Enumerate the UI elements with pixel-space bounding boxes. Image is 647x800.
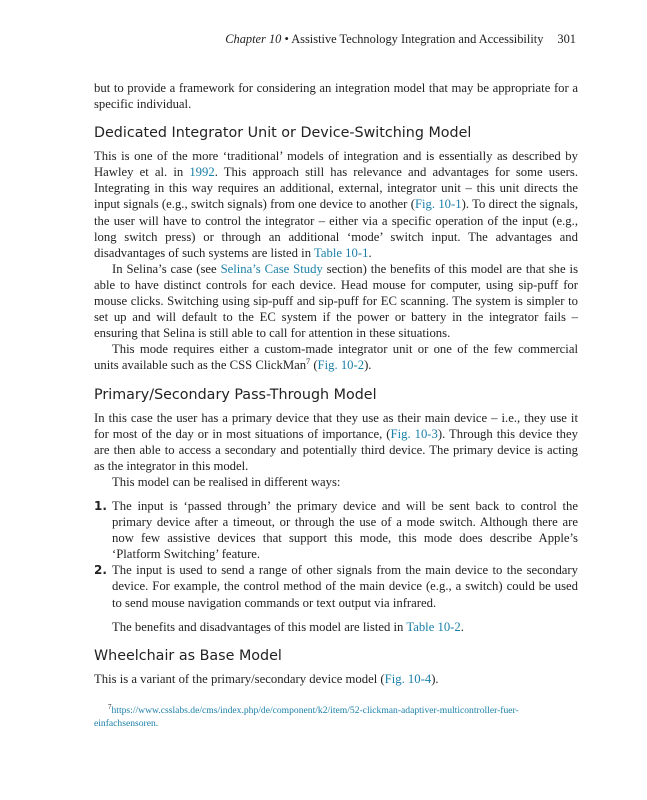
text-run: . (460, 619, 464, 634)
list-item (94, 498, 578, 562)
text-run: section) the benefits of this model are that she is able to have distinct controls for each device. Head mouse for computer, using sip-puff for mouse clicks. Switching using sip-puff and sip-puff for EC scanning. The system is simpler to set up and will default to the EC system if the power or battery in the integrator fails – ensuring that Selina is still able to call for attention in these situations. (94, 261, 579, 341)
table-link-10-1[interactable]: Table 10-1 (314, 245, 369, 260)
section3-paragraph-1 (94, 671, 578, 687)
section1-paragraph-3 (94, 341, 578, 373)
figure-link-10-4[interactable]: Fig. 10-4 (384, 671, 432, 686)
section-heading-wheelchair: Wheelchair as Base Model (94, 647, 282, 664)
figure-link-10-3[interactable]: Fig. 10-3 (390, 426, 438, 441)
figure-link-10-1[interactable]: Fig. 10-1 (414, 197, 462, 212)
text-run: This is a variant of the primary/secondary device model ( (94, 671, 385, 686)
text-run: . (368, 245, 372, 260)
section2-paragraph-3 (94, 619, 578, 635)
list-item-text: The input is ‘passed through’ the primary device and will be sent back to control the primary device after a timeout, or through the use of a mode switch. Although there are now few assistive devices that support this mode, this mode does describe Apple’s ‘Platform Switching’ feature. (112, 498, 578, 562)
text-run: In Selina’s case (see (112, 261, 221, 276)
text-run: ). (364, 358, 372, 373)
footnote-number: 7 (108, 702, 112, 711)
list-number: 1. (94, 498, 107, 513)
intro-paragraph: but to provide a framework for considering an integration model that may be appropriate for a specific individual. (94, 81, 578, 112)
header-title: Assistive Technology Integration and Accessibility (291, 32, 544, 46)
section-heading-dedicated-integrator: Dedicated Integrator Unit or Device-Switching Model (94, 125, 472, 142)
footnote (94, 704, 578, 730)
figure-link-10-2[interactable]: Fig. 10-2 (317, 358, 365, 373)
section2-paragraph-2: This model can be realised in different ways: (112, 474, 341, 489)
page-number: 301 (557, 32, 576, 46)
page-body (94, 80, 578, 687)
text-run: This mode requires either a custom-made integrator unit or one of the few commercial units available such as the CSS ClickMan (94, 342, 578, 373)
header-bullet: • (281, 32, 292, 46)
header-chapter: Chapter 10 (225, 32, 282, 46)
text-run: . This approach still has relevance and advantages for some users. Integrating in this way requires an additional, external, integrator unit – this unit directs the input signals (e.g., switch signals) from one device to another ( (94, 165, 579, 212)
section2-paragraph-1 (94, 410, 578, 474)
list-item-text: The input is used to send a range of other signals from the main device to the secondary device. For example, the control method of the main device (e.g., a switch) could be used to send mouse navigation commands or text output via infrared. (112, 563, 578, 610)
section1-paragraph-1 (94, 148, 578, 261)
text-run: ). (431, 671, 439, 686)
text-run: ). To direct the signals, the user will have to control the integrator – either via a specific operation of the input (e.g., long switch press) or through an additional ‘mode’ switch input. The advantages and disadvantages of such systems are listed in (94, 197, 579, 260)
footnote-marker[interactable]: 7 (306, 357, 311, 367)
text-run: The benefits and disadvantages of this model are listed in (112, 619, 407, 634)
numbered-list (94, 498, 578, 611)
text-run: ( (310, 358, 318, 373)
case-study-link[interactable]: Selina’s Case Study (220, 261, 323, 276)
text-run: In this case the user has a primary device that they use as their main device – i.e., they use it for most of the day or in most situations of importance, ( (94, 410, 578, 441)
text-run: This is one of the more ‘traditional’ models of integration and is essentially as described by Hawley et al. in (94, 149, 578, 180)
section1-paragraph-2 (94, 261, 578, 341)
text-run: ). Through this device they are then able to access a secondary and potentially third device. The primary device is acting as the integrator in this model. (94, 426, 578, 473)
footnote-url-link[interactable]: https://www.csslabs.de/cms/index.php/de/component/k2/item/52-clickman-adaptiver-multicontroller-fuer-einfachsensoren. (94, 705, 519, 729)
list-item (94, 562, 578, 610)
section-heading-pass-through: Primary/Secondary Pass-Through Model (94, 386, 377, 403)
list-number: 2. (94, 563, 107, 578)
running-header (94, 31, 576, 47)
citation-link-1992[interactable]: 1992 (189, 165, 215, 180)
table-link-10-2[interactable]: Table 10-2 (406, 619, 461, 634)
